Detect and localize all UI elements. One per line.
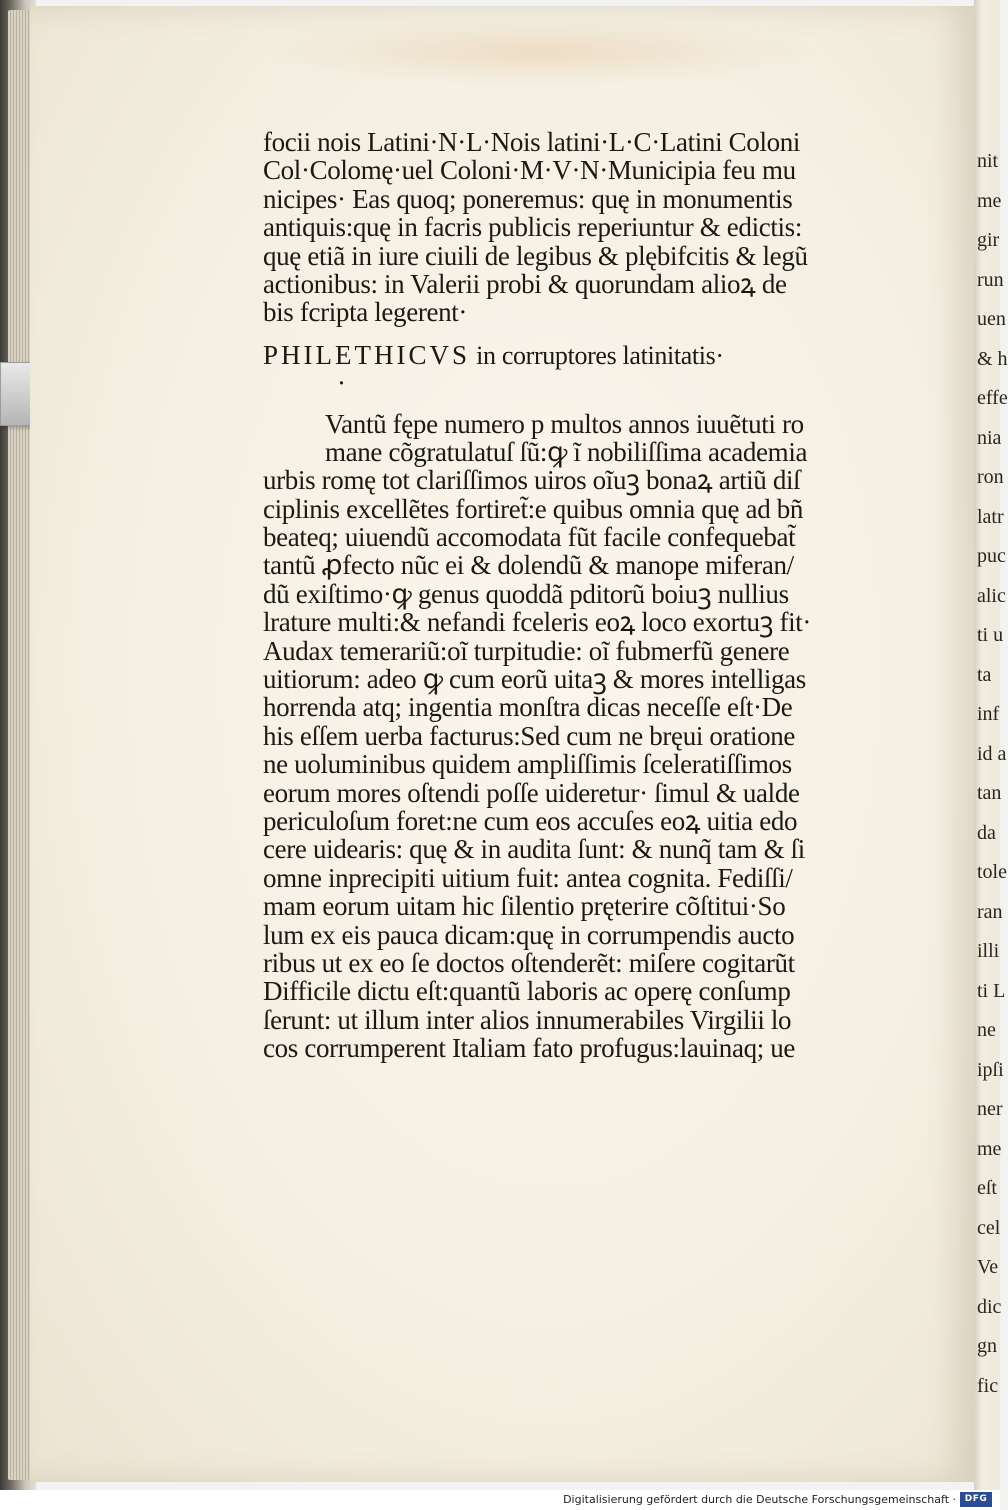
text-line: ne uoluminibus quidem ampliſſimis ſceleratiſſimos [263,749,792,780]
text-line: his eſſem uerba facturus:Sed cum ne bręui oratione [263,720,796,751]
footer [0,1490,1000,1510]
facing-page-fragment: nit [977,150,999,172]
facing-page-fragment: nia [977,426,1002,449]
heading-subtitle: in corruptores latinitatis· [470,340,724,370]
facing-page-fragment: me [977,189,1002,212]
facing-page-fragment: ner [977,1098,1003,1120]
text-line: Vantũ fępe numero p multos annos iuuẽtuti ro [325,408,804,439]
text-line: Audax temerariũ:oĩ turpitudie: oĩ fubmerfũ genere [263,635,790,666]
text-line: focii nois Latini·N·L·Nois latini·L·C·Latini Coloni [263,127,801,157]
facing-page-fragment: puc [977,545,1006,567]
facing-page-fragment: alic [977,584,1006,607]
text-line: eorum mores oſtendi poſſe uideretur· ſimul & ualde [263,777,800,808]
dfg-logo: DFG [960,1492,992,1507]
text-line: ribus ut ex eo ſe doctos oſtenderẽt: miſere cogitarũt [263,947,795,978]
heading-title: PHILETHICVS [263,339,470,370]
facing-page-fragment: ta [977,663,992,686]
facing-page-fragment: inf [977,703,1000,725]
text-line: beateq; uiuendũ accomodata fũt facile confequebat̃ [263,522,796,553]
text-line: cere uidearis: quę & in audita ſunt: & nunq̃ tam & ſi [263,834,805,865]
facing-page-fragment: ron [977,466,1004,488]
facing-page-fragment: uen [977,308,1006,330]
facing-page-fragment: Ve [977,1256,999,1278]
page-stain [260,16,820,86]
facing-page-fragment: gir [977,229,1000,251]
text-line: tantũ ꝓfecto nũc ei & dolendũ & manope miferan/ [263,550,794,581]
facing-page-fragment: gn [977,1335,997,1357]
text-line: uitiorum: adeo ꝙ cum eorũ uitaꝫ & mores intelligas [263,664,806,695]
text-line: lum ex eis pauca dicam:quę in corrumpendis aucto [263,919,795,950]
text-line: mane cõgratulatuſ ſũ:ꝙ ĩ nobiliſſima academia [325,436,808,467]
paragraph-top [263,128,883,327]
text-line: actionibus: in Valerii probi & quorundam alioꝝ de [263,268,787,299]
heading-dot: · [337,368,346,399]
facing-page-fragment: id a [977,742,1007,765]
facing-page-fragment: me [977,1137,1002,1160]
text-line: antiquis:quę in facris publicis reperiuntur & edictis: [263,212,802,243]
facing-page-fragment: eſt [977,1177,997,1199]
facing-page-fragment: illi [977,940,1000,962]
text-line: nicipes· Eas quoq; poneremus: quę in monumentis [263,183,793,214]
facing-page-fragment: latr [977,505,1004,528]
text-line: omne inprecipiti uitium fuit: antea cognita. Fediſſi/ [263,862,793,893]
text-line: quę etiã in iure ciuili de legibus & plębifcitis & legũ [263,240,808,271]
paragraph-body [263,410,883,1063]
text-line: lrature multi:& nefandi fceleris eoꝝ loco exortuꝫ fit· [263,607,812,638]
text-line: periculoſum foret:ne cum eos accuſes eoꝝ uitia edo [263,805,798,836]
facing-page-fragment: ti L [977,979,1006,1002]
facing-page-fragment: ti u [977,624,1004,646]
text-block [263,128,883,1063]
text-line: bis fcripta legerent· [263,297,468,328]
text-line: horrenda atq; ingentia monſtra dicas neceſſe eſt·De [263,692,793,723]
footer-credit: Digitalisierung gefördert durch die Deutsche Forschungsgemeinschaft · [563,1493,956,1506]
facing-page-fragment: & h [977,347,1008,370]
text-line: mam eorum uitam hic ſilentio pręterire cõſtitui·So [263,891,786,922]
text-line: ſerunt: ut illum inter alios innumerabiles Virgilii lo [263,1004,792,1035]
facing-page-fragment: tole [977,861,1007,883]
text-line: urbis romę tot clariſſimos uiros oĩuꝫ bonaꝝ artiũ diſ [263,465,801,496]
facing-page-fragment: da [977,821,996,844]
facing-page-fragment: ran [977,900,1003,923]
text-line: Col·Colomę·uel Coloni·M·V·N·Municipia feu mu [263,155,796,186]
facing-page-fragment: dic [977,1295,1002,1318]
facing-page-fragment: tan [977,782,1002,804]
facing-page-fragment: fic [977,1374,999,1397]
facing-page-fragment: ipſi [977,1058,1004,1081]
facing-page-fragment: ne [977,1019,996,1041]
text-line: dũ exiſtimo·ꝙ genus quoddã pditorũ boiuꝫ nullius [263,578,789,609]
text-line: cos corrumperent Italiam fato profugus:lauinaq; ue [263,1033,796,1064]
facing-page-fragment: run [977,268,1004,291]
facing-page-fragment: cel [977,1216,1001,1239]
facing-page-fragment: effe [977,387,1008,409]
facing-page-edge [974,0,1008,1490]
text-line: Difficile dictu eſt:quantũ laboris ac operę conſump [263,976,791,1007]
text-line: ciplinis excellẽtes fortiret̃:e quibus omnia quę ad bñ [263,493,804,524]
heading [263,341,883,369]
